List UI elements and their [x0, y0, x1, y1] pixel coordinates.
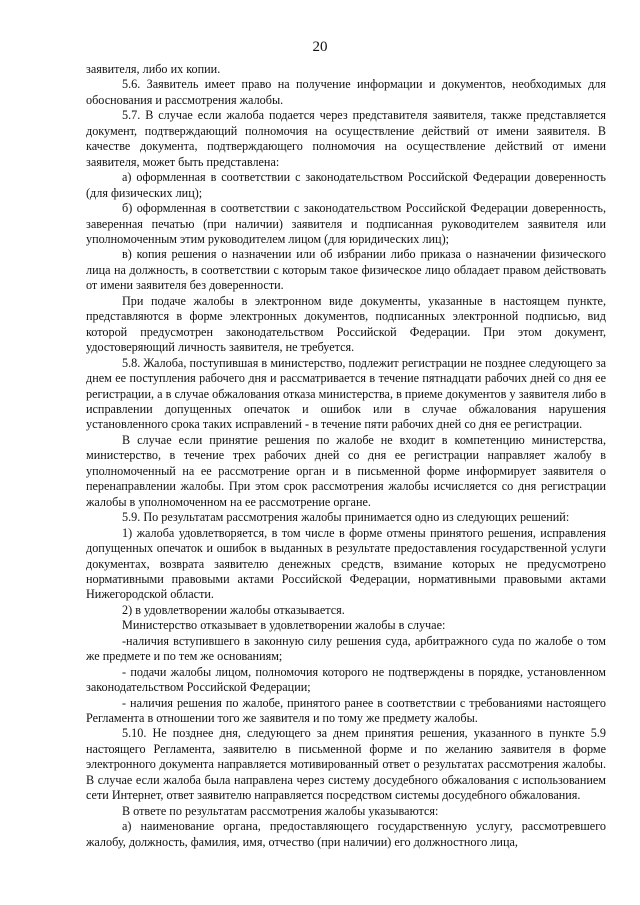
paragraph: а) оформленная в соответствии с законодательством Российской Федерации доверенность (для физических лиц); [86, 170, 606, 200]
paragraph: - подачи жалобы лицом, полномочия которого не подтверждены в порядке, установленном законодательством Российской Федерации; [86, 664, 606, 695]
document-body [86, 62, 606, 850]
paragraph: а) наименование органа, предоставляющего государственную услугу, рассмотревшего жалобу, должность, фамилия, имя, отчество (при наличии) его должностного лица, [86, 819, 606, 849]
paragraph: При подаче жалобы в электронном виде документы, указанные в настоящем пункте, представляются в форме электронных документов, подписанных электронной подписью, вид которой предусмотрен законодательством Российской Федерации. При этом документ, удостоверяющий личность заявителя, не требуется. [86, 293, 606, 355]
paragraph: 2) в удовлетворении жалобы отказывается. [122, 602, 345, 617]
paragraph: В случае если принятие решения по жалобе не входит в компетенцию министерства, министерство, в течение трех рабочих дней со дня ее регистрации направляет жалобу в уполномоченный на ее рассмотрение орган и в письменной форме информирует заявителя о перенаправлении жалобы. При этом срок рассмотрения жалобы исчисляется со дня регистрации жалобы в уполномоченном на ее рассмотрение органе. [86, 432, 606, 509]
paragraph: 5.7. В случае если жалоба подается через представителя заявителя, также представляется документ, подтверждающий полномочия на осуществление действий от имени заявителя. В качестве документа, подтверждающего полномочия на осуществление действий от имени заявителя, может быть представлена: [86, 108, 606, 169]
paragraph: 5.10. Не позднее дня, следующего за днем принятия решения, указанного в пункте 5.9 настоящего Регламента, заявителю в письменной форме и по желанию заявителя в форме электронного документа направляется мотивированный ответ о результатах рассмотрения жалобы. В случае если жалоба была направлена через систему досудебного обжалования с использованием сети Интернет, ответ заявителю направляется посредством системы досудебного обжалования. [86, 726, 606, 803]
paragraph: Министерство отказывает в удовлетворении жалобы в случае: [122, 618, 446, 633]
paragraph: 5.8. Жалоба, поступившая в министерство, подлежит регистрации не позднее следующего за днем ее поступления рабочего дня и рассматривается в течение пятнадцати рабочих дней со дня ее регистрации, а в случае обжалования отказа министерства, в приеме документов у заявителя либо в исправлении допущенных опечаток и ошибок или в случае обжалования нарушения установленного срока таких исправлений - в течение пяти рабочих дней со дня ее регистрации. [86, 355, 606, 432]
paragraph: б) оформленная в соответствии с законодательством Российской Федерации доверенность, заверенная печатью (при наличии) заявителя и подписанная руководителем заявителя или уполномоченным этим руководителем лицом (для юридических лиц); [86, 201, 606, 246]
paragraph: В ответе по результатам рассмотрения жалобы указываются: [122, 803, 439, 818]
paragraph: 5.9. По результатам рассмотрения жалобы принимается одно из следующих решений: [122, 510, 570, 525]
paragraph: 5.6. Заявитель имеет право на получение информации и документов, необходимых для обоснования и рассмотрения жалобы. [86, 77, 606, 107]
paragraph: в) копия решения о назначении или об избрании либо приказа о назначении физического лица на должность, в соответствии с которым такое физическое лицо обладает правом действовать от имени заявителя без доверенности. [86, 247, 606, 293]
paragraph: 1) жалоба удовлетворяется, в том числе в форме отмены принятого решения, исправления допущенных опечаток и ошибок в выданных в результате предоставления государственной услуги документах, возврата заявителю денежных средств, взимание которых не предусмотрено нормативными правовыми актами Российской Федерации, нормативными правовыми актами Нижегородской области. [86, 525, 606, 602]
paragraph: заявителя, либо их копии. [86, 62, 221, 76]
paragraph: - наличия решения по жалобе, принятого ранее в соответствии с требованиями настоящего Регламента в отношении того же заявителя и по тому же предмету жалобы. [86, 695, 606, 726]
page-number: 20 [312, 39, 328, 55]
paragraph: -наличия вступившего в законную силу решения суда, арбитражного суда по жалобе о том же предмете и по тем же основаниям; [86, 633, 606, 664]
